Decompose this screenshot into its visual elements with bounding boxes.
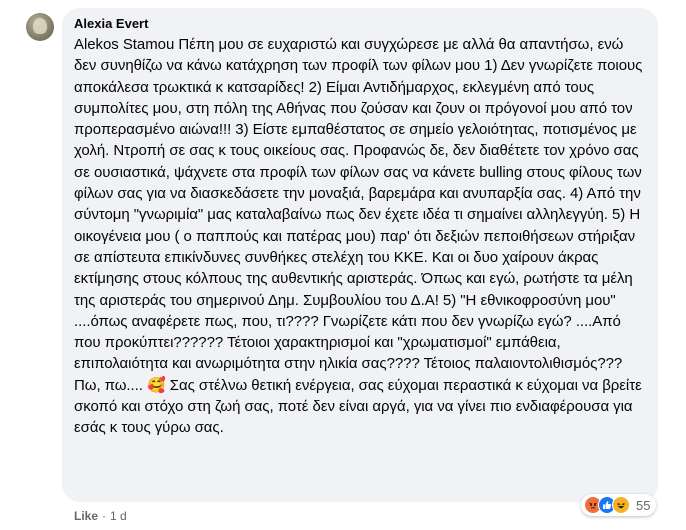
- haha-icon: [612, 496, 630, 514]
- reaction-count: 55: [636, 497, 651, 513]
- like-button[interactable]: Like: [74, 509, 99, 523]
- comment-actions: [74, 508, 127, 524]
- separator: ·: [102, 509, 107, 523]
- comment-text: Alekos Stamou Πέπη μου σε ευχαριστώ και συγχώρεσε με αλλά θα απαντήσω, ενώ δεν συνηθίζω να κάνω κατάχρηση των προφίλ των φίλων μου 1) Δεν γνωρίζετε ποιους αποκάλεσα τρωκτικά κ κατσαρίδες! 2) Είμαι Αντιδήμαρχος, εκλεγμένη από τους συμπολίτες μου, στη πόλη της Αθήνας που ζούσαν και ζουν οι πρόγονοί μου από τον προπερασμένο αιώνα!!! 3) Είστε εμπαθέστατος σε σημείο γελοιότητας, ποτισμένος με χολή. Ντροπή σε σας κ τους οικείους σας. Προφανώς δε, δεν διαθέτετε τον χρόνο σας σε ουσιαστικά, ψάχνετε στα προφίλ των φίλων σας να κάνετε bulling στους φίλους των φίλων σας για να διασκεδάσετε την μοναξιά, βαρεμάρα και ανυπαρξία σας. 4) Από την σύντομη "γνωριμία" μας καταλαβαίνω πως δεν έχετε ιδέα τι σημαίνει αλληλεγγύη. 5) Η οικογένεια μου ( ο παππούς και πατέρας μου) παρ' ότι δεξιών πεποιθήσεων στήριξαν σε απίστευτα επικίνδυνες συνθήκες στελέχη του ΚΚΕ. Και οι δυο χαίρουν άκρας εκτίμησης στους κόλπους της αυθεντικής αριστεράς. Όπως και εγώ, ρωτήστε τα μέλη της αριστεράς του σημερινού Δημ. Συμβουλίου του Δ.Α! 5) "Η εθνικοφροσύνη μου" ....όπως αναφέρετε πως, που, τι???? Γνωρίζετε κάτι που δεν γνωρίζω εγώ? ....Από που προκύπτει?????? Τέτοιοι χαρακτηρισμοί και "χρωματισμοί" εμπάθεια, επιπολαιότητα και ανωριμότητα στην ηλικία σας???? Τέτοιος παλαιοντολιθισμός??? Πω, πω.... 🥰 Σας στέλνω θετική ενέργεια, σας εύχομαι περαστικά κ εύχομαι να βρείτε σκοπό και στόχο στη ζωή σας, ποτέ δεν είναι αργά, για να γίνει πιο ενδιαφέρουσα για εσάς κ τους γύρω σας.: [74, 36, 647, 437]
- comment-author[interactable]: Alexia Evert: [74, 16, 149, 31]
- reaction-summary[interactable]: [581, 494, 656, 516]
- comment-timestamp[interactable]: 1 d: [110, 509, 127, 523]
- thumbs-up-glyph: [602, 500, 612, 510]
- avatar[interactable]: [26, 13, 54, 41]
- laughing-face-glyph: [615, 499, 627, 511]
- avatar-image: [33, 18, 47, 34]
- comment-bubble: [62, 8, 658, 502]
